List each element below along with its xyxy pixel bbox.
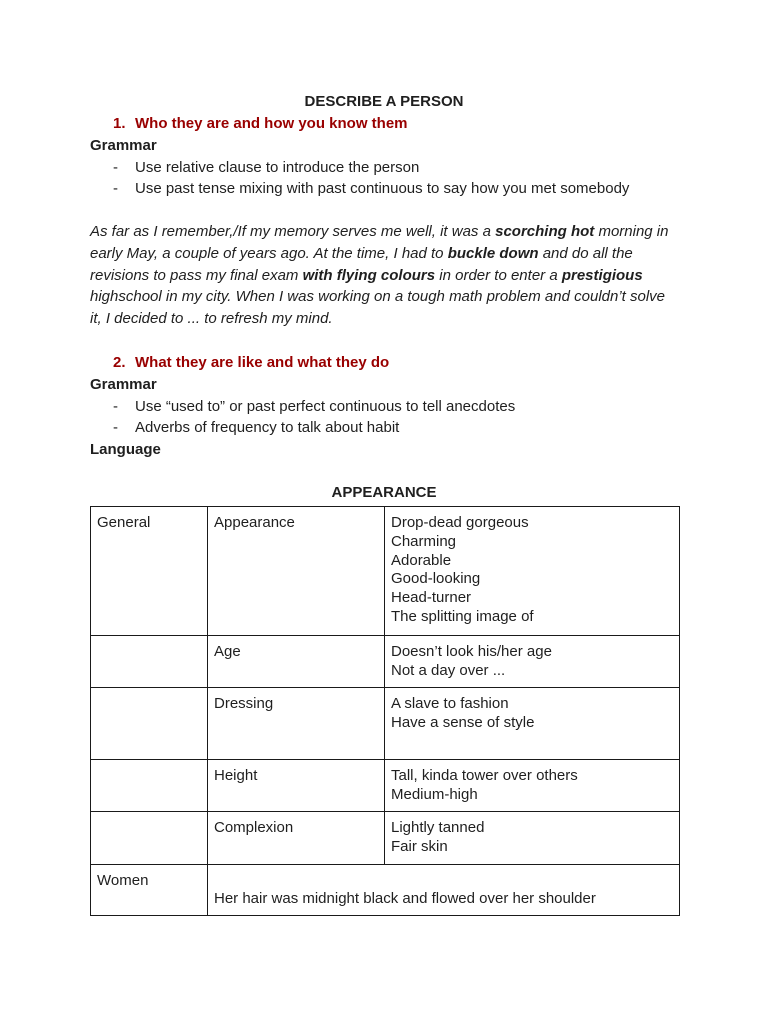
section-1-bullet	[113, 178, 633, 200]
section-1-grammar-label: Grammar	[90, 137, 157, 154]
example-paragraph	[90, 221, 680, 330]
expressions-cell	[385, 812, 680, 865]
emphasized-phrase: buckle down	[447, 244, 539, 262]
expression: Adorable	[391, 551, 452, 569]
emphasized-phrase: scorching hot	[495, 223, 595, 240]
table-row	[91, 636, 680, 688]
expressions-cell	[385, 507, 680, 636]
emphasized-phrase: with flying colours	[302, 266, 436, 284]
expression: A slave to fashion	[391, 695, 509, 712]
paragraph-text: As far as I remember,/If my memory serves me well, it was a	[90, 223, 496, 240]
expression: Fair skin	[391, 837, 448, 855]
section-2-number: 2.	[113, 354, 126, 371]
page-title: DESCRIBE A PERSON	[304, 93, 464, 110]
category-cell	[91, 636, 208, 688]
aspect-cell: Dressing	[208, 688, 385, 760]
bullet-text: Adverbs of frequency to talk about habit	[135, 419, 400, 436]
appearance-table-title: APPEARANCE	[331, 484, 437, 501]
category-cell	[91, 760, 208, 812]
paragraph-text: and do all the revisions to pass my final exam	[90, 244, 633, 284]
aspect-cell: Appearance	[208, 507, 385, 636]
bullet-dash: -	[113, 180, 118, 197]
appearance-table	[90, 506, 680, 916]
table-row	[91, 865, 680, 916]
bullet-text: Use relative clause to introduce the person	[135, 159, 420, 176]
description-cell	[208, 865, 680, 916]
table-row	[91, 760, 680, 812]
expression: The splitting image of	[391, 607, 534, 625]
expression: Head-turner	[391, 589, 472, 607]
section-2-grammar-label: Grammar	[90, 376, 157, 393]
expression: Tall, kinda tower over others	[391, 767, 578, 784]
category-cell: Women	[91, 865, 208, 916]
expression: Lightly tanned	[391, 819, 485, 836]
aspect-cell: Complexion	[208, 812, 385, 865]
section-2-bullet	[113, 396, 633, 418]
section-1-bullet	[113, 157, 633, 179]
expressions-cell	[385, 636, 680, 688]
expression: Charming	[391, 532, 457, 550]
aspect-cell: Age	[208, 636, 385, 688]
bullet-dash: -	[113, 398, 118, 415]
language-label: Language	[90, 441, 161, 458]
expression: Doesn’t look his/her age	[391, 643, 552, 660]
bullet-dash: -	[113, 159, 118, 176]
expression: Her hair was midnight black and flowed over her shoulder	[214, 890, 596, 907]
paragraph-text: morning in early May, a couple of years ago. At the time, I had to	[90, 223, 669, 262]
bullet-text: Use past tense mixing with past continuous to say how you met somebody	[135, 180, 630, 197]
table-row	[91, 688, 680, 760]
paragraph-text: highschool in my city. When I was working on a tough math problem and couldn’t solve it, I decided to ... to refresh my mind.	[90, 288, 666, 328]
paragraph-text: in order to enter a	[435, 266, 562, 284]
section-1-heading	[113, 115, 408, 133]
expression: Have a sense of style	[391, 713, 535, 731]
category-cell	[91, 812, 208, 865]
expression: Drop-dead gorgeous	[391, 514, 529, 531]
expression: Not a day over ...	[391, 661, 506, 679]
category-cell	[91, 688, 208, 760]
section-2-bullet	[113, 417, 633, 439]
section-2-heading-text: What they are like and what they do	[135, 354, 390, 371]
expressions-cell	[385, 760, 680, 812]
table-row	[91, 507, 680, 636]
expression: Medium-high	[391, 785, 478, 803]
emphasized-phrase: prestigious	[561, 266, 643, 284]
table-row	[91, 812, 680, 865]
bullet-text: Use “used to” or past perfect continuous to tell anecdotes	[135, 398, 516, 415]
section-2-heading	[113, 354, 389, 372]
section-1-number: 1.	[113, 115, 126, 132]
section-1-heading-text: Who they are and how you know them	[135, 115, 408, 132]
category-cell: General	[91, 507, 208, 636]
bullet-dash: -	[113, 419, 118, 436]
aspect-cell: Height	[208, 760, 385, 812]
expressions-cell	[385, 688, 680, 760]
expression: Good-looking	[391, 570, 481, 588]
